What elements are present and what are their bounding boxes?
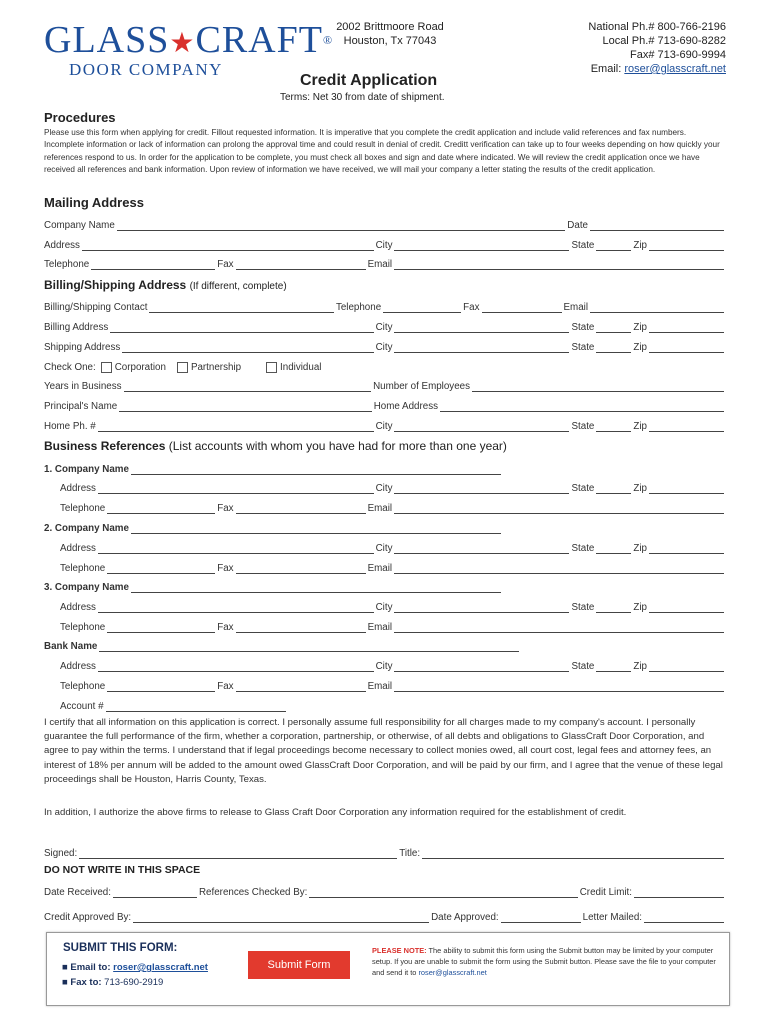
company-logo: GLASS★CRAFT®	[44, 19, 334, 61]
billing-row-3: Shipping Address City State Zip	[44, 339, 726, 353]
billing-state-field[interactable]	[596, 323, 631, 333]
ref3-address-row: Address City State Zip	[44, 599, 726, 613]
principal-field[interactable]	[119, 402, 372, 412]
ref1-fax-field[interactable]	[236, 504, 366, 514]
zip-field[interactable]	[649, 241, 724, 251]
city-field[interactable]	[394, 241, 569, 251]
mailing-heading: Mailing Address	[44, 195, 144, 210]
ref3-address-field[interactable]	[98, 603, 374, 613]
billing-address-field[interactable]	[110, 323, 373, 333]
mailing-row-3: Telephone Fax Email	[44, 256, 726, 270]
home-ph-field[interactable]	[98, 422, 374, 432]
ref3-zip-field[interactable]	[649, 603, 724, 613]
certification-text: I certify that all information on this application is correct. I personally assume full responsibility for all charges made to my company's account. I personally guarantee the full performance of the firm, whether a corporation, partnership, or otherwise, of all debts and obligations to GlassCraft Door Corporation, and agree to pay within the terms. I understand that if legal proceedings become necessary to collect monies owed, all court cost, legal fees and attorney fees, an interest of 18% per annum will be added to the amount owed GlassCraft Door Corporation, and will be paid by our firm, and I agree that the venue of these legal proceedings shall be Houston, Harris County, Texas.	[44, 717, 723, 785]
email-link[interactable]: roser@glasscraft.net	[624, 63, 726, 75]
corporation-checkbox[interactable]	[101, 362, 112, 373]
ref2-city-field[interactable]	[394, 544, 569, 554]
bank-city-field[interactable]	[394, 662, 569, 672]
address-field[interactable]	[82, 241, 374, 251]
ref2-fax-field[interactable]	[236, 564, 366, 574]
date-approved-field[interactable]	[501, 913, 581, 923]
ref1-telephone-field[interactable]	[107, 504, 215, 514]
ref2-name-field[interactable]	[131, 524, 501, 534]
title-field[interactable]	[422, 849, 724, 859]
fax-field[interactable]	[236, 260, 366, 270]
bank-telephone-field[interactable]	[107, 682, 215, 692]
submit-heading: SUBMIT THIS FORM:	[63, 942, 178, 954]
billing-city-field[interactable]	[394, 323, 569, 333]
ref3-name-field[interactable]	[131, 583, 501, 593]
individual-checkbox[interactable]	[266, 362, 277, 373]
square-bullet-icon: ■	[62, 962, 68, 973]
terms: Terms: Net 30 from date of shipment.	[280, 92, 445, 103]
bank-address-row: Address City State Zip	[44, 658, 726, 672]
bank-fax-field[interactable]	[236, 682, 366, 692]
bank-account-field[interactable]	[106, 702, 286, 712]
office-row-2: Credit Approved By: Date Approved: Letter Mailed:	[44, 909, 726, 923]
letter-mailed-field[interactable]	[644, 913, 724, 923]
billing-row-1: Billing/Shipping Contact Telephone Fax Email	[44, 299, 726, 313]
ref1-name-row: 1. Company Name	[44, 461, 726, 475]
ref3-state-field[interactable]	[596, 603, 631, 613]
submit-email-link[interactable]: roser@glasscraft.net	[113, 962, 208, 973]
mailing-row-1: Company Name Date	[44, 217, 726, 231]
contact-info: National Ph.# 800-766-2196 Local Ph.# 713-690-8282 Fax# 713-690-9994 Email: roser@glasscraft.net	[588, 21, 726, 75]
ref2-email-field[interactable]	[394, 564, 724, 574]
credit-approved-field[interactable]	[133, 913, 429, 923]
ref3-fax-field[interactable]	[236, 623, 366, 633]
ref2-phone-row: Telephone Fax Email	[44, 560, 726, 574]
ref3-city-field[interactable]	[394, 603, 569, 613]
telephone-field[interactable]	[91, 260, 215, 270]
home-address-field[interactable]	[440, 402, 724, 412]
ref2-address-row: Address City State Zip	[44, 540, 726, 554]
note-email-link[interactable]: roser@glasscraft.net	[418, 968, 487, 977]
ref3-telephone-field[interactable]	[107, 623, 215, 633]
submit-form-button[interactable]: Submit Form	[248, 951, 350, 979]
date-received-field[interactable]	[113, 888, 197, 898]
employees-field[interactable]	[472, 382, 724, 392]
bank-name-field[interactable]	[99, 642, 519, 652]
page-title: Credit Application	[300, 72, 438, 89]
mailing-row-2: Address City State Zip	[44, 237, 726, 251]
billing-zip-field[interactable]	[649, 323, 724, 333]
office-row-1: Date Received: References Checked By: Credit Limit:	[44, 884, 726, 898]
ref1-phone-row: Telephone Fax Email	[44, 500, 726, 514]
submit-fax-line: ■ Fax to: 713-690-2919	[62, 977, 164, 988]
email-field[interactable]	[394, 260, 724, 270]
ref2-telephone-field[interactable]	[107, 564, 215, 574]
credit-limit-field[interactable]	[634, 888, 724, 898]
bank-phone-row: Telephone Fax Email	[44, 678, 726, 692]
home-zip-field[interactable]	[649, 422, 724, 432]
billing-fax-field[interactable]	[482, 303, 562, 313]
ref1-address-row: Address City State Zip	[44, 480, 726, 494]
procedures-text: Please use this form when applying for credit. Fillout requested information. It is imperative that you complete the credit application and include valid references and fax numbers. Incomplete information or lack of information can prolong the approval time and could result in denial of credit. Creditt verification can take up to four weeks depending on how quickly your references respond to us. In order for the application to be complete, you must check all boxes and sign and date where indicated. We will review the credit application once we have received all references and bank information. Upon review of information we have received, we will mail your company a letter stating the results of the credit application.	[44, 128, 720, 174]
billing-row-2: Billing Address City State Zip	[44, 319, 726, 333]
shipping-state-field[interactable]	[596, 343, 631, 353]
partnership-checkbox[interactable]	[177, 362, 188, 373]
ref1-zip-field[interactable]	[649, 484, 724, 494]
ref1-state-field[interactable]	[596, 484, 631, 494]
state-field[interactable]	[596, 241, 631, 251]
ref2-state-field[interactable]	[596, 544, 631, 554]
years-field[interactable]	[124, 382, 372, 392]
billing-heading: Billing/Shipping Address (If different, complete)	[44, 278, 287, 292]
references-heading: Business References (List accounts with whom you have had for more than one year)	[44, 439, 507, 453]
ref3-name-row: 3. Company Name	[44, 579, 726, 593]
square-bullet-icon: ■	[62, 977, 68, 988]
company-address: 2002 Brittmoore Road Houston, Tx 77043	[336, 21, 444, 47]
ref2-name-row: 2. Company Name	[44, 520, 726, 534]
date-field[interactable]	[590, 221, 724, 231]
ref3-phone-row: Telephone Fax Email	[44, 619, 726, 633]
bank-state-field[interactable]	[596, 662, 631, 672]
years-row: Years in Business Number of Employees	[44, 378, 726, 392]
ref1-name-field[interactable]	[131, 465, 501, 475]
check-one-row: Check One: Corporation Partnership Individual	[44, 362, 322, 373]
signed-field[interactable]	[79, 849, 397, 859]
bank-address-field[interactable]	[98, 662, 374, 672]
signed-row: Signed: Title:	[44, 845, 726, 859]
billing-contact-field[interactable]	[149, 303, 333, 313]
procedures-heading: Procedures	[44, 110, 116, 125]
company-name-field[interactable]	[117, 221, 566, 231]
ref1-city-field[interactable]	[394, 484, 569, 494]
logo-subtitle: DOOR COMPANY	[69, 60, 223, 79]
shipping-city-field[interactable]	[394, 343, 569, 353]
home-row: Home Ph. # City State Zip	[44, 418, 726, 432]
shipping-zip-field[interactable]	[649, 343, 724, 353]
billing-email-field[interactable]	[590, 303, 724, 313]
ref3-email-field[interactable]	[394, 623, 724, 633]
ref2-address-field[interactable]	[98, 544, 374, 554]
bank-zip-field[interactable]	[649, 662, 724, 672]
star-icon: ★	[169, 28, 196, 59]
billing-telephone-field[interactable]	[383, 303, 461, 313]
bank-account-row: Account #	[44, 698, 726, 712]
office-heading: DO NOT WRITE IN THIS SPACE	[44, 864, 201, 876]
ref1-email-field[interactable]	[394, 504, 724, 514]
shipping-address-field[interactable]	[122, 343, 373, 353]
ref1-address-field[interactable]	[98, 484, 374, 494]
home-city-field[interactable]	[394, 422, 569, 432]
ref2-zip-field[interactable]	[649, 544, 724, 554]
references-checked-field[interactable]	[309, 888, 577, 898]
bank-email-field[interactable]	[394, 682, 724, 692]
home-state-field[interactable]	[596, 422, 631, 432]
bank-name-row: Bank Name	[44, 638, 726, 652]
principal-row: Principal's Name Home Address	[44, 398, 726, 412]
submit-note: PLEASE NOTE: The ability to submit this form using the Submit button may be limited by your computer setup. If you are unable to submit the form using the Submit button. Please save the file to your computer and send it to roser@glasscraft.net	[372, 946, 716, 977]
authorization-text: In addition, I authorize the above firms to release to Glass Craft Door Corporation any information required for the establishment of credit.	[44, 807, 627, 818]
submit-email-line: ■ Email to: roser@glasscraft.net	[62, 962, 208, 973]
